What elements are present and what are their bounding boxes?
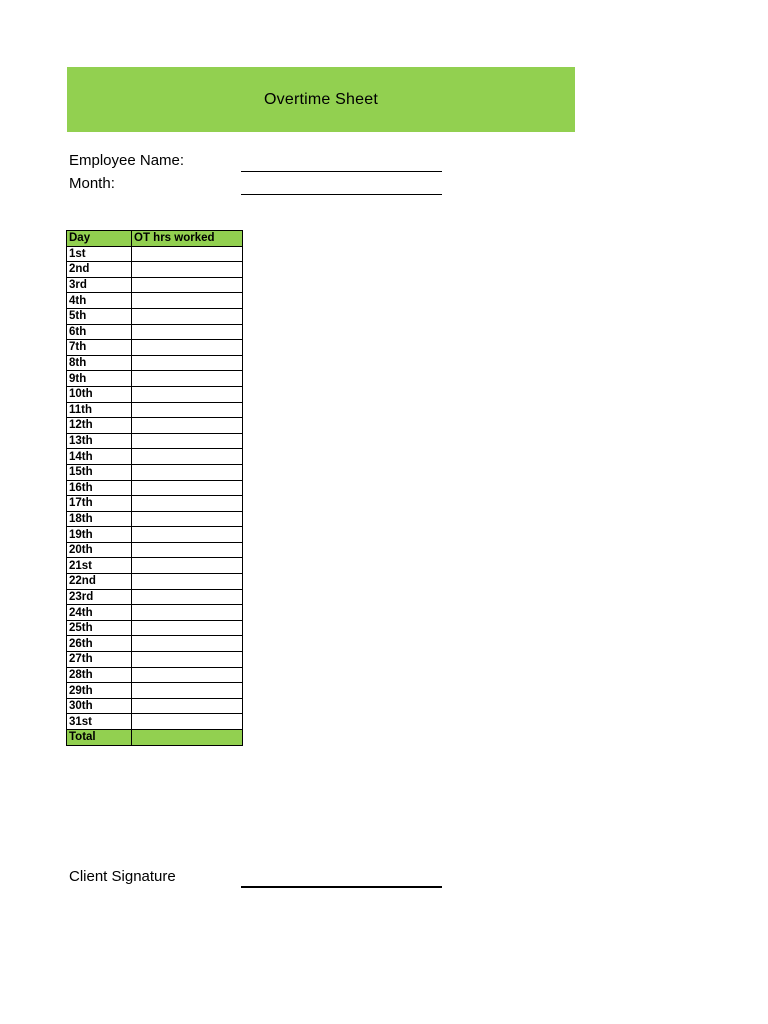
table-row <box>67 371 243 387</box>
client-signature-field[interactable] <box>241 886 442 888</box>
day-cell: 29th <box>67 683 132 699</box>
day-cell: 20th <box>67 542 132 558</box>
ot-hours-cell[interactable] <box>132 496 243 512</box>
table-row <box>67 636 243 652</box>
ot-hours-cell[interactable] <box>132 527 243 543</box>
table-row <box>67 308 243 324</box>
ot-hours-cell[interactable] <box>132 418 243 434</box>
day-cell: 14th <box>67 449 132 465</box>
day-cell: 6th <box>67 324 132 340</box>
column-header-day: Day <box>67 231 132 247</box>
table-row <box>67 293 243 309</box>
ot-hours-cell[interactable] <box>132 667 243 683</box>
ot-hours-cell[interactable] <box>132 480 243 496</box>
ot-hours-cell[interactable] <box>132 324 243 340</box>
column-header-ot-hours: OT hrs worked <box>132 231 243 247</box>
day-cell: 3rd <box>67 277 132 293</box>
overtime-table <box>66 230 243 746</box>
table-row <box>67 667 243 683</box>
ot-hours-cell[interactable] <box>132 542 243 558</box>
ot-hours-cell[interactable] <box>132 589 243 605</box>
day-cell: 18th <box>67 511 132 527</box>
ot-hours-cell[interactable] <box>132 714 243 730</box>
table-row <box>67 449 243 465</box>
table-row <box>67 464 243 480</box>
day-cell: 17th <box>67 496 132 512</box>
month-field[interactable] <box>241 194 442 195</box>
page-title: Overtime Sheet <box>264 90 378 108</box>
day-cell: 5th <box>67 308 132 324</box>
day-cell: 11th <box>67 402 132 418</box>
day-cell: 8th <box>67 355 132 371</box>
ot-hours-cell[interactable] <box>132 340 243 356</box>
day-cell: 30th <box>67 698 132 714</box>
table-header-row <box>67 231 243 247</box>
day-cell: 13th <box>67 433 132 449</box>
ot-hours-cell[interactable] <box>132 449 243 465</box>
table-row <box>67 511 243 527</box>
ot-hours-cell[interactable] <box>132 246 243 262</box>
day-cell: 2nd <box>67 262 132 278</box>
table-row <box>67 355 243 371</box>
ot-hours-cell[interactable] <box>132 308 243 324</box>
ot-hours-cell[interactable] <box>132 620 243 636</box>
table-row <box>67 418 243 434</box>
ot-hours-cell[interactable] <box>132 558 243 574</box>
table-row <box>67 605 243 621</box>
month-label: Month: <box>69 175 115 192</box>
title-banner <box>67 67 575 132</box>
day-cell: 31st <box>67 714 132 730</box>
table-row <box>67 652 243 668</box>
ot-hours-cell[interactable] <box>132 402 243 418</box>
table-row <box>67 277 243 293</box>
day-cell: 21st <box>67 558 132 574</box>
day-cell: 10th <box>67 386 132 402</box>
total-value-cell[interactable] <box>132 730 243 746</box>
table-row <box>67 480 243 496</box>
day-cell: 28th <box>67 667 132 683</box>
table-row <box>67 246 243 262</box>
day-cell: 26th <box>67 636 132 652</box>
ot-hours-cell[interactable] <box>132 464 243 480</box>
ot-hours-cell[interactable] <box>132 355 243 371</box>
table-row <box>67 714 243 730</box>
day-cell: 23rd <box>67 589 132 605</box>
ot-hours-cell[interactable] <box>132 605 243 621</box>
day-cell: 16th <box>67 480 132 496</box>
ot-hours-cell[interactable] <box>132 277 243 293</box>
client-signature-label: Client Signature <box>69 868 176 885</box>
ot-hours-cell[interactable] <box>132 293 243 309</box>
table-row <box>67 496 243 512</box>
ot-hours-cell[interactable] <box>132 433 243 449</box>
day-cell: 27th <box>67 652 132 668</box>
ot-hours-cell[interactable] <box>132 262 243 278</box>
day-cell: 7th <box>67 340 132 356</box>
employee-name-field[interactable] <box>241 171 442 172</box>
table-row <box>67 262 243 278</box>
day-cell: 19th <box>67 527 132 543</box>
table-body <box>67 246 243 729</box>
table-row <box>67 433 243 449</box>
ot-hours-cell[interactable] <box>132 371 243 387</box>
ot-hours-cell[interactable] <box>132 636 243 652</box>
day-cell: 12th <box>67 418 132 434</box>
table-row <box>67 386 243 402</box>
day-cell: 15th <box>67 464 132 480</box>
table-row <box>67 527 243 543</box>
ot-hours-cell[interactable] <box>132 698 243 714</box>
ot-hours-cell[interactable] <box>132 386 243 402</box>
day-cell: 25th <box>67 620 132 636</box>
employee-name-label: Employee Name: <box>69 152 185 169</box>
ot-hours-cell[interactable] <box>132 683 243 699</box>
table-row <box>67 589 243 605</box>
ot-hours-cell[interactable] <box>132 652 243 668</box>
total-label: Total <box>67 730 132 746</box>
table-row <box>67 574 243 590</box>
day-cell: 4th <box>67 293 132 309</box>
table-row <box>67 542 243 558</box>
day-cell: 22nd <box>67 574 132 590</box>
ot-hours-cell[interactable] <box>132 511 243 527</box>
day-cell: 1st <box>67 246 132 262</box>
table-row <box>67 698 243 714</box>
total-row <box>67 730 243 746</box>
table-row <box>67 683 243 699</box>
table-row <box>67 324 243 340</box>
ot-hours-cell[interactable] <box>132 574 243 590</box>
table-row <box>67 340 243 356</box>
table-row <box>67 402 243 418</box>
table-row <box>67 620 243 636</box>
table-row <box>67 558 243 574</box>
day-cell: 24th <box>67 605 132 621</box>
day-cell: 9th <box>67 371 132 387</box>
